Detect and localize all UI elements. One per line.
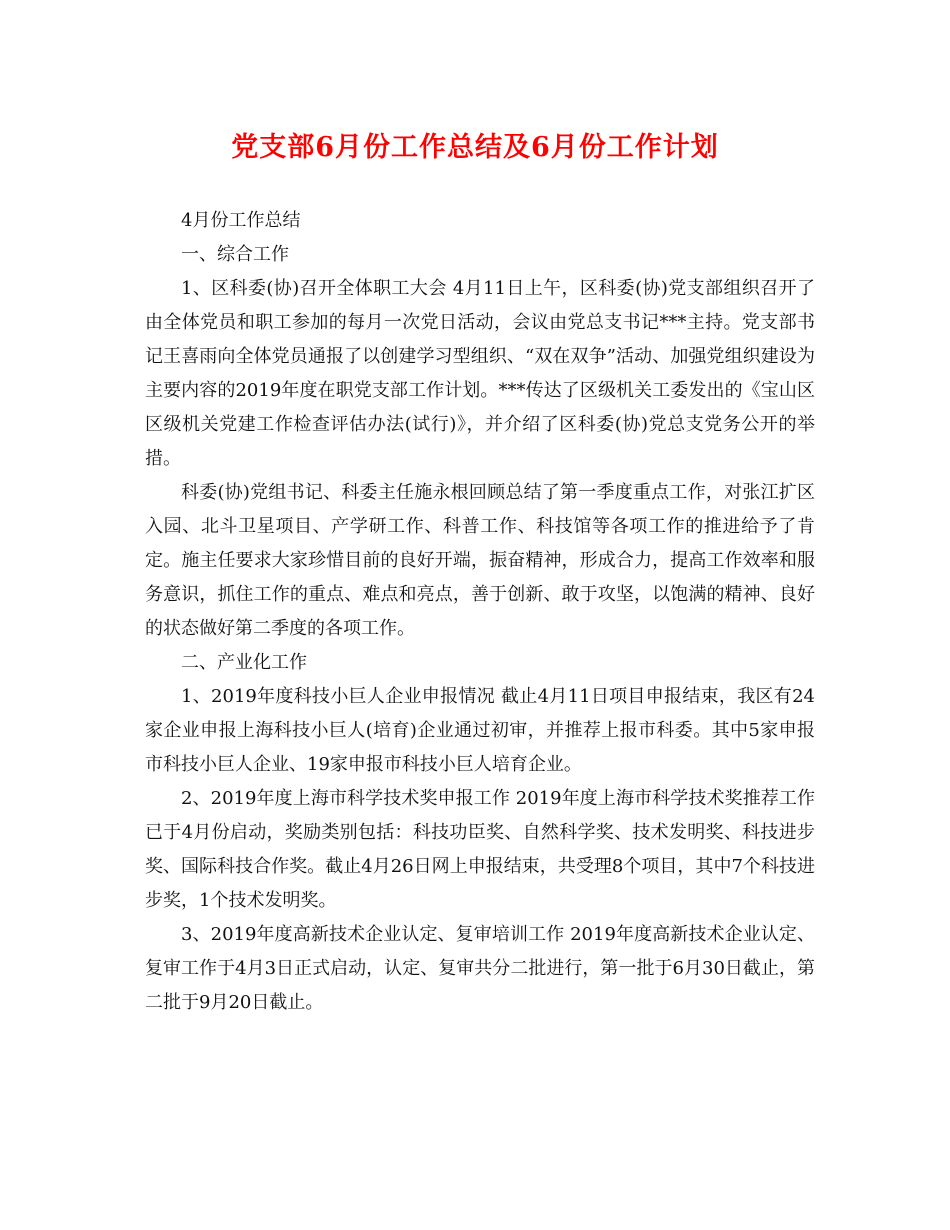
paragraph-quarter-review: 科委(协)党组书记、科委主任施永根回顾总结了第一季度重点工作，对张江扩区入园、北斗卫星项目、产学研工作、科普工作、科技馆等各项工作的推进给予了肯定。施主任要求大家珍惜目前的良好开端，振奋精神，形成合力，提高工作效率和服务意识，抓住工作的重点、难点和亮点，善于创新、敢于攻坚，以饱满的精神、良好的状态做好第二季度的各项工作。 (145, 482, 815, 639)
section-heading-industrialization: 二、产业化工作 (181, 652, 307, 673)
section-heading-general-work: 一、综合工作 (181, 244, 289, 265)
section-heading-monthly-summary: 4月份工作总结 (181, 210, 301, 231)
document-body (145, 204, 815, 1020)
document-title: 党支部6月份工作总结及6月份工作计划 (231, 132, 719, 163)
paragraph-staff-meeting: 1、区科委(协)召开全体职工大会 4月11日上午，区科委(协)党支部组织召开了由全体党员和职工参加的每月一次党日活动，会议由党总支书记***主持。党支部书记王喜雨向全体党员通报了以创建学习型组织、“双在双争”活动、加强党组织建设为主要内容的2019年度在职党支部工作计划。***传达了区级机关工委发出的《宝山区区级机关党建工作检查评估办法(试行)》，并介绍了区科委(协)党总支党务公开的举措。 (145, 278, 815, 469)
paragraph-high-tech-review: 3、2019年度高新技术企业认定、复审培训工作 2019年度高新技术企业认定、复审工作于4月3日正式启动，认定、复审共分二批进行，第一批于6月30日截止，第二批于9月20日截止。 (145, 924, 815, 1013)
paragraph-science-award: 2、2019年度上海市科学技术奖申报工作 2019年度上海市科学技术奖推荐工作已于4月份启动，奖励类别包括：科技功臣奖、自然科学奖、技术发明奖、科技进步奖、国际科技合作奖。截止4月26日网上申报结束，共受理8个项目，其中7个科技进步奖，1个技术发明奖。 (145, 788, 815, 911)
paragraph-little-giant: 1、2019年度科技小巨人企业申报情况 截止4月11日项目申报结束，我区有24家企业申报上海科技小巨人(培育)企业通过初审，并推荐上报市科委。其中5家申报市科技小巨人企业、19家申报市科技小巨人培育企业。 (145, 686, 815, 775)
